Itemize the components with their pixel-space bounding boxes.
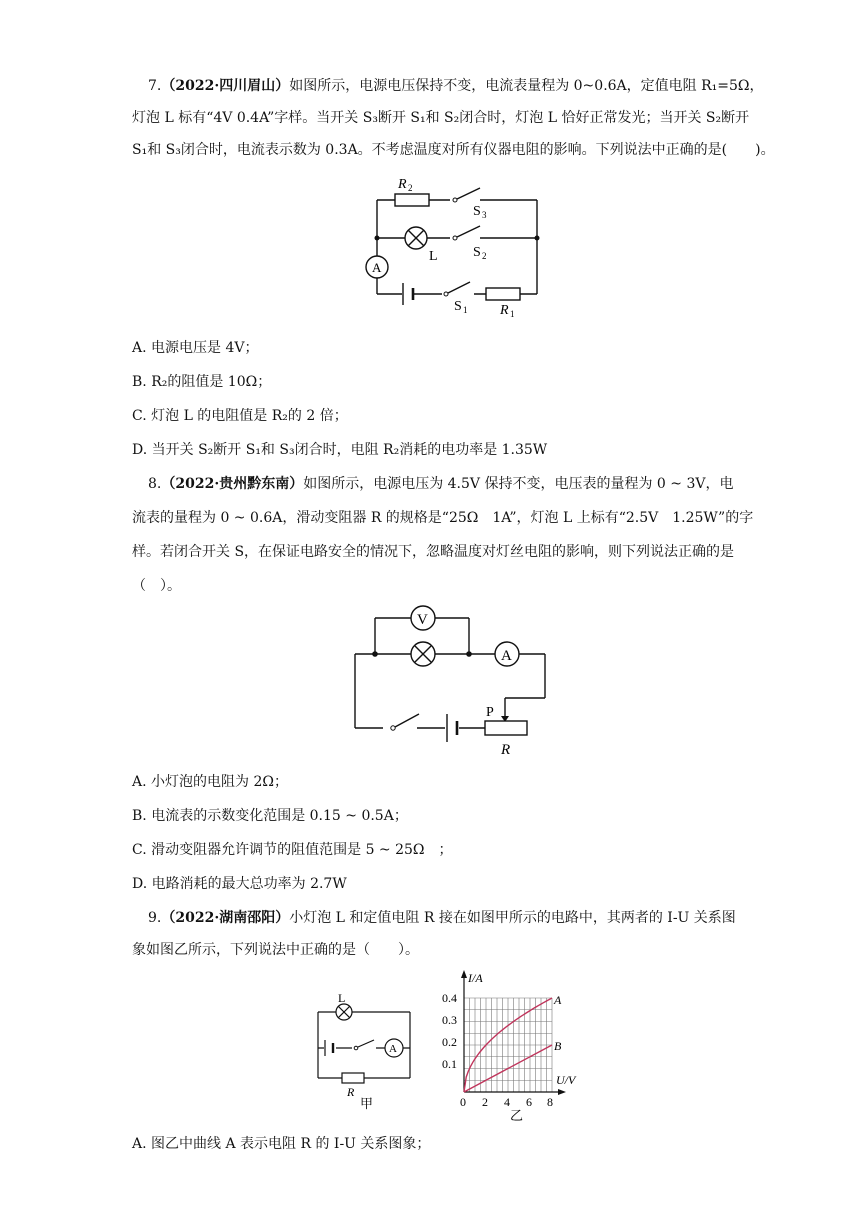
q7-label-s2: S	[473, 245, 481, 260]
q7-label-r2: R	[398, 177, 407, 192]
q9-yi-curve-b-label: B	[554, 1039, 562, 1053]
q8-option-d: D. 电路消耗的最大总功率为 2.7W	[132, 876, 347, 892]
q7-option-c: C. 灯泡 L 的电阻值是 R₂的 2 倍；	[132, 408, 348, 424]
q7-label-r2-sub: 2	[408, 183, 413, 193]
q9-yi-xtick-8: 8	[547, 1095, 553, 1109]
q7-circuit-diagram	[360, 170, 560, 318]
q8-ammeter-label: A	[501, 648, 512, 664]
q7-option-d: D. 当开关 S₂断开 S₁和 S₃闭合时，电阻 R₂消耗的电功率是 1.35W	[132, 442, 548, 458]
q7-label-s2-sub: 2	[482, 251, 487, 261]
q8-voltmeter-label: V	[417, 612, 428, 628]
q7-label-s3-sub: 3	[482, 210, 487, 220]
q8-option-a: A. 小灯泡的电阻为 2Ω；	[132, 774, 288, 790]
q9-yi-caption: 乙	[510, 1108, 524, 1122]
q9-jia-label-l: L	[338, 991, 346, 1005]
q8-line3: 样。若闭合开关 S，在保证电路安全的情况下，忽略温度对灯丝电阻的影响，则下列说法正确的是	[132, 544, 735, 560]
q7-line1: 7.（2022·四川眉山）如图所示，电源电压保持不变，电流表量程为 0~0.6A，定值电阻 R₁=5Ω，	[148, 78, 764, 94]
q8-label-p: P	[486, 705, 494, 720]
q7-ammeter-label: A	[372, 260, 382, 275]
q7-line2: 灯泡 L 标有“4V 0.4A”字样。当开关 S₃断开 S₁和 S₂闭合时，灯泡 L 恰好正常发光；当开关 S₂断开	[132, 110, 750, 126]
q9-yi-xlabel: U/V	[556, 1073, 576, 1087]
q7-line3: S₁和 S₃闭合时，电流表示数为 0.3A。不考虑温度对所有仪器电阻的影响。下列说法中正确的是( )。	[132, 142, 775, 158]
q9-jia-label-r: R	[347, 1085, 355, 1099]
q8-option-c: C. 滑动变阻器允许调节的阻值范围是 5 ~ 25Ω ；	[132, 842, 453, 858]
q9-yi-curve-a-label: A	[554, 993, 562, 1007]
q9-jia-ammeter-label: A	[389, 1043, 397, 1055]
q9-yi-xtick-6: 6	[526, 1095, 532, 1109]
q9-yi-ytick-0.3: 0.3	[442, 1013, 457, 1027]
q9-yi-xtick-2: 2	[482, 1095, 488, 1109]
q8-line2: 流表的量程为 0 ~ 0.6A，滑动变阻器 R 的规格是“25Ω 1A”，灯泡 L 上标有“2.5V 1.25W”的字	[132, 510, 754, 526]
q8-line1: 8.（2022·贵州黔东南）如图所示，电源电压为 4.5V 保持不变，电压表的量程为 0 ~ 3V，电	[148, 476, 734, 492]
q7-option-a: A. 电源电压是 4V；	[132, 340, 259, 356]
q8-circuit-diagram	[345, 600, 555, 762]
q8-line4: （ ）。	[132, 578, 181, 594]
q7-label-s1-sub: 1	[463, 305, 468, 315]
q9-yi-xtick-0: 0	[460, 1095, 466, 1109]
q7-label-s1: S	[454, 299, 462, 314]
q9-yi-ytick-0.4: 0.4	[442, 991, 457, 1005]
q9-yi-ylabel: I/A	[468, 971, 483, 985]
q9-yi-xtick-4: 4	[504, 1095, 510, 1109]
q8-option-b: B. 电流表的示数变化范围是 0.15 ~ 0.5A；	[132, 808, 408, 824]
q7-option-b: B. R₂的阻值是 10Ω；	[132, 374, 272, 390]
q7-label-r1-sub: 1	[510, 309, 515, 318]
q9-line2: 象如图乙所示，下列说法中正确的是（ ）。	[132, 942, 419, 958]
q9-option-a: A. 图乙中曲线 A 表示电阻 R 的 I-U 关系图象；	[132, 1136, 431, 1152]
q9-figure-jia	[308, 988, 418, 1112]
q9-yi-ytick-0.2: 0.2	[442, 1035, 457, 1049]
q7-label-r1: R	[500, 303, 509, 318]
q8-label-r: R	[501, 742, 511, 758]
q9-jia-caption: 甲	[360, 1096, 374, 1111]
q9-figure-yi	[430, 964, 580, 1122]
q9-yi-ytick-0.1: 0.1	[442, 1057, 457, 1071]
q7-label-s3: S	[473, 204, 481, 219]
q7-label-l: L	[429, 249, 438, 264]
q9-line1: 9.（2022·湖南邵阳）小灯泡 L 和定值电阻 R 接在如图甲所示的电路中，其两者的 I-U 关系图	[148, 910, 736, 926]
